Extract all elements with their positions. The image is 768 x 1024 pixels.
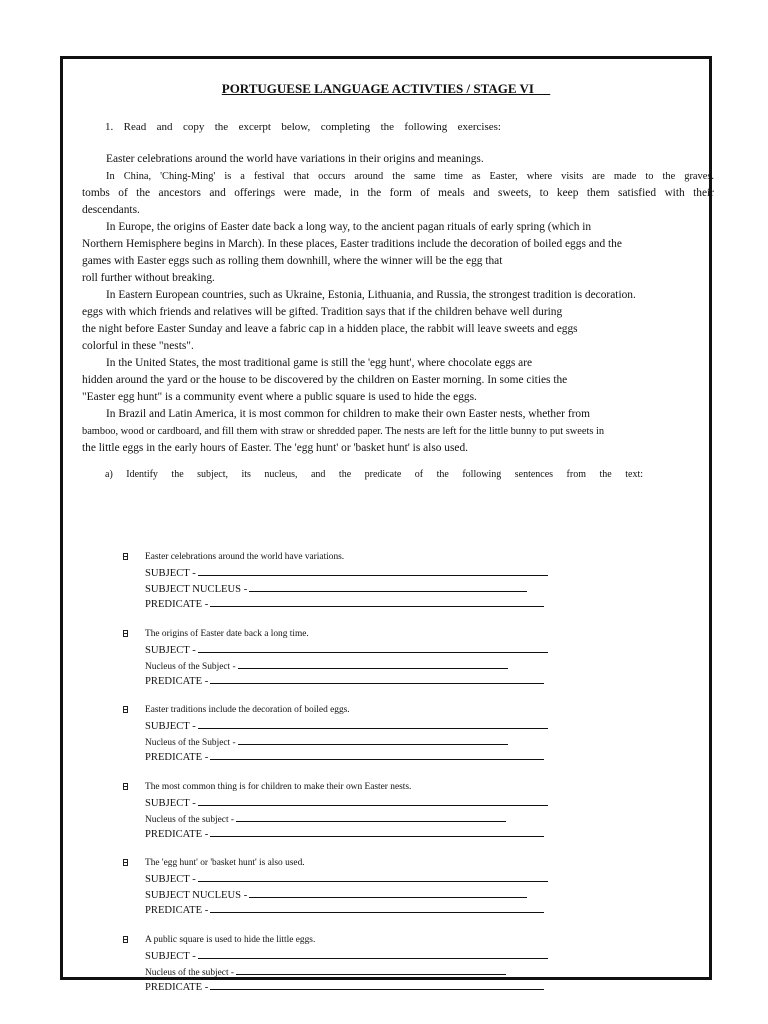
passage-line: In Eastern European countries, such as Ukraine, Estonia, Lithuania, and Russia, the strongest tradition is decoration. <box>106 289 636 301</box>
subject-nucleus-blank[interactable] <box>249 886 527 898</box>
subject-nucleus-label: Nucleus of the subject - <box>145 814 235 825</box>
subject-blank[interactable] <box>198 870 548 882</box>
subject-nucleus-label: SUBJECT NUCLEUS - <box>145 889 248 901</box>
subject-nucleus-blank[interactable] <box>236 963 506 975</box>
passage-line: roll further without breaking. <box>82 272 215 284</box>
checkbox-bullet-icon <box>123 936 128 943</box>
exercise-sentence-label: The origins of Easter date back a long time. <box>145 629 309 639</box>
checkbox-bullet-icon <box>123 630 128 637</box>
passage-line: colorful in these "nests". <box>82 340 194 352</box>
predicate-label: PREDICATE - <box>145 751 209 763</box>
passage-line: In Brazil and Latin America, it is most common for children to make their own Easter nests, whether from <box>106 408 590 420</box>
exercise-sentence-label: The most common thing is for children to make their own Easter nests. <box>145 782 412 792</box>
exercise-sentence-label: A public square is used to hide the little eggs. <box>145 935 316 945</box>
subject-blank[interactable] <box>198 794 548 806</box>
subject-nucleus-label: SUBJECT NUCLEUS - <box>145 583 248 595</box>
question-a-intro: a) Identify the subject, its nucleus, and the predicate of the following sentences from the text: <box>105 469 643 480</box>
passage-line: In China, 'Ching-Ming' is a festival that occurs around the same time as Easter, where visits are made to the graves. <box>106 171 714 182</box>
predicate-label: PREDICATE - <box>145 981 209 993</box>
checkbox-bullet-icon <box>123 706 128 713</box>
passage-line: In Europe, the origins of Easter date back a long way, to the ancient pagan rituals of early spring (which in <box>106 221 592 233</box>
passage-line: eggs with which friends and relatives will be gifted. Tradition says that if the children behave well during <box>82 306 563 318</box>
subject-label: SUBJECT - <box>145 798 196 810</box>
checkbox-bullet-icon <box>123 783 128 790</box>
checkbox-bullet-icon <box>123 859 128 866</box>
passage-line: Easter celebrations around the world have variations in their origins and meanings. <box>106 153 484 165</box>
subject-label: SUBJECT - <box>145 874 196 886</box>
instruction-1: 1. Read and copy the excerpt below, completing the following exercises: <box>105 121 501 133</box>
predicate-blank[interactable] <box>210 978 544 990</box>
passage-line: "Easter egg hunt" is a community event where a public square is used to hide the eggs. <box>82 391 477 403</box>
subject-blank[interactable] <box>198 564 548 576</box>
subject-label: SUBJECT - <box>145 721 196 733</box>
checkbox-bullet-icon <box>123 553 128 560</box>
predicate-blank[interactable] <box>210 595 544 607</box>
predicate-blank[interactable] <box>210 825 544 837</box>
exercise-sentence-label: Easter traditions include the decoration of boiled eggs. <box>145 705 350 715</box>
passage-line: In the United States, the most traditional game is still the 'egg hunt', where chocolate eggs are <box>106 357 533 369</box>
exercise-sentence-label: Easter celebrations around the world have variations. <box>145 552 345 562</box>
exercise-item <box>145 626 585 687</box>
subject-blank[interactable] <box>198 717 548 729</box>
predicate-label: PREDICATE - <box>145 904 209 916</box>
page-frame <box>60 56 714 993</box>
subject-nucleus-blank[interactable] <box>236 810 506 822</box>
subject-nucleus-label: Nucleus of the Subject - <box>145 661 236 672</box>
exercise-sentence-label: The 'egg hunt' or 'basket hunt' is also used. <box>145 858 305 868</box>
predicate-label: PREDICATE - <box>145 598 209 610</box>
subject-nucleus-blank[interactable] <box>238 657 508 669</box>
predicate-label: PREDICATE - <box>145 675 209 687</box>
passage-line: tombs of the ancestors and offerings were made, in the form of meals and sweets, to keep them satisfied with their <box>82 187 714 199</box>
exercise-item <box>145 702 585 763</box>
predicate-blank[interactable] <box>210 901 544 913</box>
passage-line: hidden around the yard or the house to be discovered by the children on Easter morning. In some cities the <box>82 374 568 386</box>
subject-blank[interactable] <box>198 947 548 959</box>
subject-nucleus-label: Nucleus of the Subject - <box>145 737 236 748</box>
subject-nucleus-blank[interactable] <box>238 733 508 745</box>
exercise-item <box>145 779 585 840</box>
predicate-label: PREDICATE - <box>145 828 209 840</box>
predicate-blank[interactable] <box>210 748 544 760</box>
passage-line: the little eggs in the early hours of Easter. The 'egg hunt' or 'basket hunt' is also used. <box>82 442 469 454</box>
passage-line: descendants. <box>82 204 140 216</box>
predicate-blank[interactable] <box>210 672 544 684</box>
page-title: PORTUGUESE LANGUAGE ACTIVTIES / STAGE VI <box>221 81 551 96</box>
subject-label: SUBJECT - <box>145 951 196 963</box>
passage-line: games with Easter eggs such as rolling them downhill, where the winner will be the egg that <box>82 255 503 267</box>
passage-line: bamboo, wood or cardboard, and fill them with straw or shredded paper. The nests are left for the little bunny to put sweets in <box>82 426 605 437</box>
exercise-item <box>145 549 585 610</box>
passage-line: Northern Hemisphere begins in March). In these places, Easter traditions include the decoration of boiled eggs and the <box>82 238 622 250</box>
passage <box>82 151 714 457</box>
subject-label: SUBJECT - <box>145 568 196 580</box>
exercise-item <box>145 855 585 916</box>
subject-blank[interactable] <box>198 641 548 653</box>
subject-label: SUBJECT - <box>145 645 196 657</box>
exercise-item <box>145 932 585 993</box>
subject-nucleus-blank[interactable] <box>249 580 527 592</box>
passage-line: the night before Easter Sunday and leave a fabric cap in a hidden place, the rabbit will leave sweets and eggs <box>82 323 578 335</box>
subject-nucleus-label: Nucleus of the subject - <box>145 967 235 978</box>
